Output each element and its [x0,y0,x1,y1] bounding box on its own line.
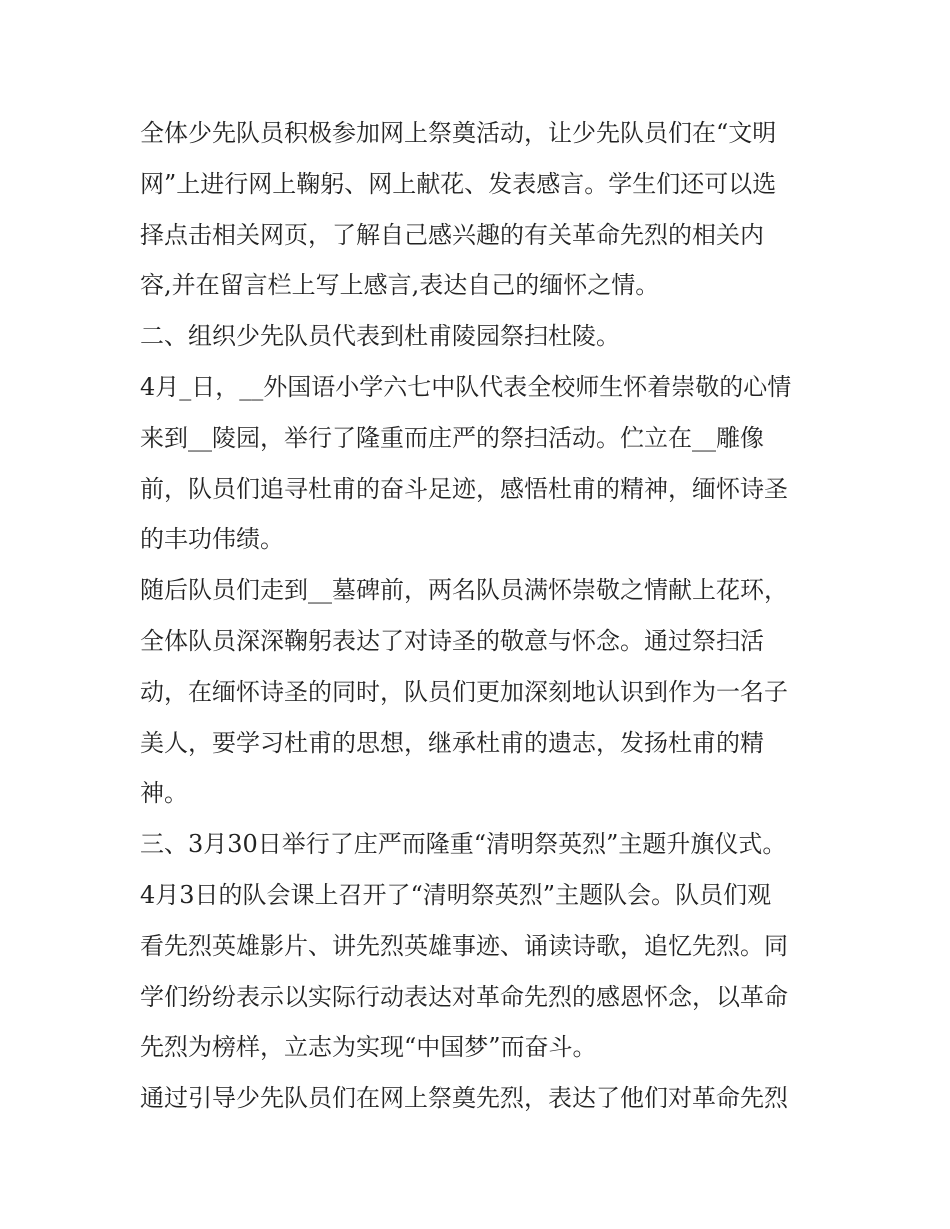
text-line: 网”上进行网上鞠躬、网上献花、发表感言。学生们还可以选 [140,169,777,198]
text-line: 通过引导少先队员们在网上祭奠先烈，表达了他们对革命先烈 [140,1084,788,1113]
text-line: 的丰功伟绩。 [140,525,284,554]
text-line: 学们纷纷表示以实际行动表达对革命先烈的感恩怀念，以革命 [140,982,788,1011]
section-heading: 三、3月30日举行了庄严而隆重“清明祭英烈”主题升旗仪式。 [140,830,787,859]
text-line: 先烈为榜样，立志为实现“中国梦”而奋斗。 [140,1033,597,1062]
text-line: 神。 [140,779,188,808]
text-line: 4月3日的队会课上召开了“清明祭英烈”主题队会。队员们观 [140,880,772,909]
text-line: 动，在缅怀诗圣的同时，队员们更加深刻地认识到作为一名子 [140,677,788,706]
text-line: 前，队员们追寻杜甫的奋斗足迹，感悟杜甫的精神，缅怀诗圣 [140,474,788,503]
section-heading: 二、组织少先队员代表到杜甫陵园祭扫杜陵。 [140,322,620,351]
text-line: 容,并在留言栏上写上感言,表达自己的缅怀之情。 [140,271,660,300]
text-line: 来到__陵园，举行了隆重而庄严的祭扫活动。伫立在__雕像 [140,423,764,452]
text-line: 美人，要学习杜甫的思想，继承杜甫的遗志，发扬杜甫的精 [140,728,764,757]
text-line: 全体队员深深鞠躬表达了对诗圣的敬意与怀念。通过祭扫活 [140,626,764,655]
document-body [140,108,820,1124]
text-line: 全体少先队员积极参加网上祭奠活动，让少先队员们在“文明 [140,119,777,147]
text-line: 择点击相关网页，了解自己感兴趣的有关革命先烈的相关内 [140,220,764,249]
text-line: 4月_日，__外国语小学六七中队代表全校师生怀着崇敬的心情 [140,372,792,401]
text-line: 看先烈英雄影片、讲先烈英雄事迹、诵读诗歌，追忆先烈。同 [140,931,788,960]
text-line: 随后队员们走到__墓碑前，两名队员满怀崇敬之情献上花环， [140,576,788,605]
